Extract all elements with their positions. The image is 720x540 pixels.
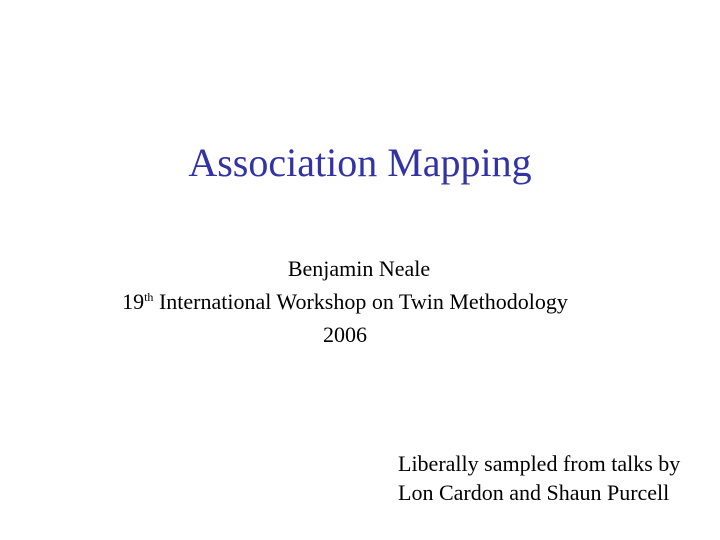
credit-line-2: Lon Cardon and Shaun Purcell [398, 480, 670, 505]
event-name: International Workshop on Twin Methodology [153, 289, 568, 314]
event-ordinal-suffix: th [144, 290, 154, 304]
event-year: 2006 [323, 322, 367, 347]
author-name: Benjamin Neale [287, 256, 431, 281]
event-ordinal-number: 19 [122, 289, 145, 314]
subtitle-block [0, 252, 690, 351]
credit-note [398, 449, 718, 507]
credit-line-1: Liberally sampled from talks by [398, 451, 681, 476]
event-line [0, 285, 690, 318]
slide-title: Association Mapping [188, 140, 532, 185]
